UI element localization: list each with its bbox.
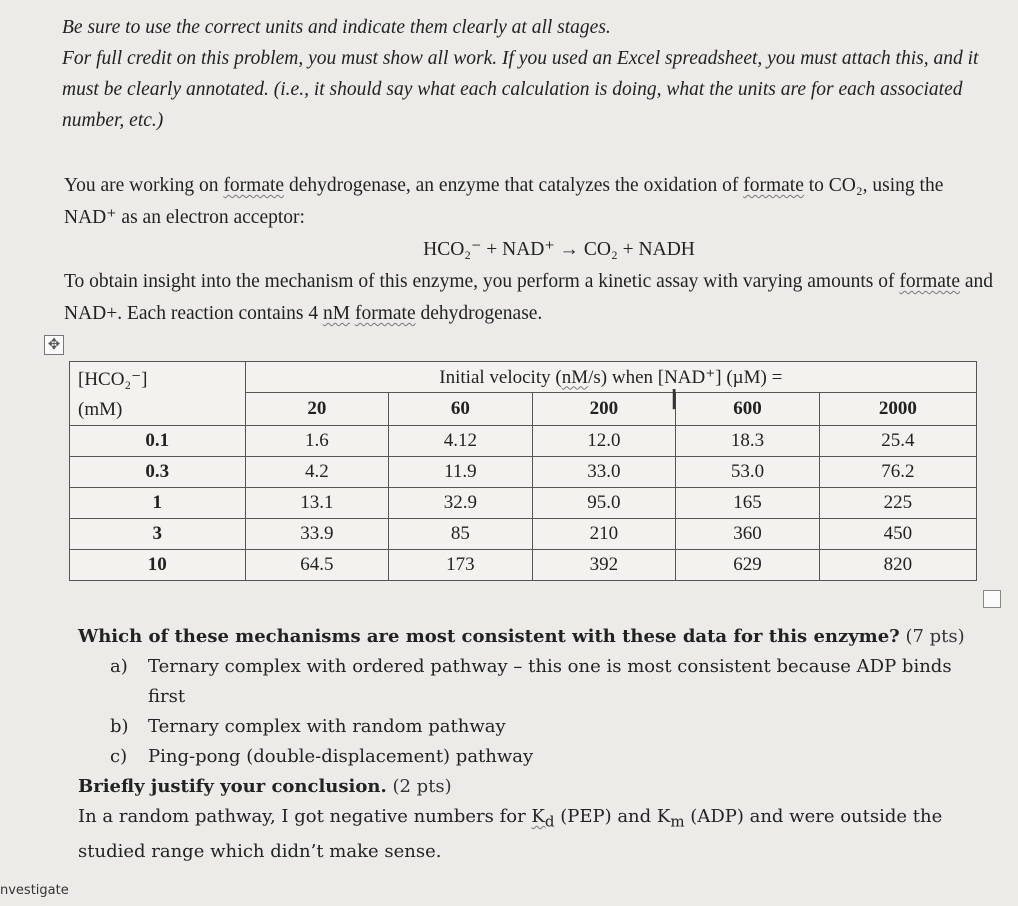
row-concentration[interactable]: 0.1 bbox=[70, 426, 246, 457]
spell-flag-nm: nM bbox=[561, 366, 589, 388]
problem-assay bbox=[64, 266, 994, 330]
intro-text-c: to CO₂, using the NAD⁺ as an electron acceptor: bbox=[64, 175, 944, 228]
instructions bbox=[62, 12, 992, 136]
nad-column-header[interactable]: 200 bbox=[532, 393, 676, 426]
option-letter: b) bbox=[110, 716, 129, 737]
question-2-text: Briefly justify your conclusion. bbox=[78, 776, 387, 797]
instructions-line-2: For full credit on this problem, you must show all work. If you used an Excel spreadsheet, you must attach this, and it must be clearly annotated. (i.e., it should say what each calculation is doing, what the units are for each associated number, etc.) bbox=[62, 48, 979, 131]
table-move-handle-icon[interactable]: ✥ bbox=[44, 335, 64, 355]
question-2-points: (2 pts) bbox=[392, 776, 452, 797]
question-2 bbox=[78, 772, 988, 802]
velocity-cell[interactable]: 12.0 bbox=[532, 426, 676, 457]
row-concentration[interactable]: 1 bbox=[70, 488, 246, 519]
velocity-cell[interactable]: 53.0 bbox=[676, 457, 820, 488]
velocity-cell[interactable]: 33.9 bbox=[245, 519, 389, 550]
velocity-cell[interactable]: 25.4 bbox=[819, 426, 976, 457]
nad-column-header[interactable]: 2000 bbox=[819, 393, 976, 426]
velocity-cell[interactable]: 64.5 bbox=[245, 550, 389, 581]
text-cursor-icon: I bbox=[670, 383, 679, 416]
table-row bbox=[70, 426, 977, 457]
row-concentration[interactable]: 0.3 bbox=[70, 457, 246, 488]
velocity-cell[interactable]: 629 bbox=[676, 550, 820, 581]
table-row bbox=[70, 519, 977, 550]
velocity-cell[interactable]: 173 bbox=[389, 550, 533, 581]
spell-flag-kd bbox=[531, 806, 555, 831]
assay-text-a: To obtain insight into the mechanism of this enzyme, you perform a kinetic assay with varying amounts of bbox=[64, 271, 900, 292]
kd-symbol: K bbox=[531, 806, 545, 827]
velocity-cell[interactable]: 95.0 bbox=[532, 488, 676, 519]
velocity-cell[interactable]: 392 bbox=[532, 550, 676, 581]
table-row bbox=[70, 457, 977, 488]
answer-a: In a random pathway, I got negative numbers for bbox=[78, 806, 532, 827]
option-text: Ping-pong (double-displacement) pathway bbox=[148, 746, 534, 767]
questions-section bbox=[78, 622, 988, 867]
instructions-line-1: Be sure to use the correct units and indicate them clearly at all stages. bbox=[62, 17, 611, 38]
kinetics-table[interactable] bbox=[69, 361, 977, 581]
spell-flag-formate: formate bbox=[223, 175, 285, 196]
kd-subscript: d bbox=[544, 812, 555, 831]
answer-c: (ADP) and were outside the studied range which didn’t make sense. bbox=[78, 806, 943, 862]
velocity-cell[interactable]: 820 bbox=[819, 550, 976, 581]
reaction-equation: HCO₂⁻ + NAD⁺ → CO₂ + NADH bbox=[423, 239, 695, 260]
velocity-cell[interactable]: 85 bbox=[389, 519, 533, 550]
nad-column-header[interactable]: 600 bbox=[676, 393, 820, 426]
option-letter: a) bbox=[110, 656, 128, 677]
spell-flag-formate: formate bbox=[899, 271, 960, 292]
answer-text[interactable] bbox=[78, 802, 988, 867]
velocity-header-a: Initial velocity ( bbox=[439, 366, 562, 388]
km-subscript: m bbox=[670, 812, 685, 831]
corner-label-cell[interactable] bbox=[70, 362, 246, 426]
velocity-cell[interactable]: 33.0 bbox=[532, 457, 676, 488]
nad-column-header[interactable]: 60 bbox=[389, 393, 533, 426]
velocity-cell[interactable]: 225 bbox=[819, 488, 976, 519]
velocity-cell[interactable]: 165 bbox=[676, 488, 820, 519]
option-text: Ternary complex with ordered pathway – this one is most consistent because ADP binds first bbox=[148, 656, 952, 707]
problem-intro bbox=[64, 170, 994, 234]
nad-column-header[interactable]: 20 bbox=[245, 393, 389, 426]
problem-statement bbox=[64, 170, 994, 330]
velocity-cell[interactable]: 360 bbox=[676, 519, 820, 550]
velocity-cell[interactable]: 4.12 bbox=[389, 426, 533, 457]
table-row bbox=[70, 488, 977, 519]
answer-b: (PEP) and K bbox=[554, 806, 671, 827]
velocity-cell[interactable]: 11.9 bbox=[389, 457, 533, 488]
velocity-cell[interactable]: 4.2 bbox=[245, 457, 389, 488]
velocity-header-b: /s) when [NAD⁺] (µM) = bbox=[588, 366, 783, 388]
velocity-cell[interactable]: 1.6 bbox=[245, 426, 389, 457]
intro-text-a: You are working on bbox=[64, 175, 224, 196]
table-resize-handle[interactable] bbox=[983, 590, 1001, 608]
concentration-label: [HCO₂⁻] bbox=[78, 369, 148, 390]
intro-text-b: dehydrogenase, an enzyme that catalyzes the oxidation of bbox=[284, 175, 744, 196]
question-1-text: Which of these mechanisms are most consistent with these data for this enzyme? bbox=[78, 626, 900, 647]
velocity-cell[interactable]: 18.3 bbox=[676, 426, 820, 457]
concentration-unit: (mM) bbox=[78, 399, 123, 420]
question-1 bbox=[78, 622, 988, 652]
question-1-points: (7 pts) bbox=[905, 626, 965, 647]
velocity-header-cell[interactable] bbox=[245, 362, 976, 393]
assay-text-b: and NAD+. Each reaction contains 4 bbox=[64, 271, 994, 324]
spell-flag-formate: formate bbox=[354, 303, 416, 324]
spell-flag-nm: nM bbox=[323, 303, 351, 324]
option-letter: c) bbox=[110, 746, 128, 767]
velocity-cell[interactable]: 76.2 bbox=[819, 457, 976, 488]
option-text: Ternary complex with random pathway bbox=[148, 716, 506, 737]
assay-text-c: dehydrogenase. bbox=[415, 303, 543, 324]
option-b[interactable] bbox=[78, 712, 988, 742]
footer-label[interactable]: nvestigate bbox=[0, 883, 69, 898]
option-c[interactable] bbox=[78, 742, 988, 772]
velocity-cell[interactable]: 450 bbox=[819, 519, 976, 550]
velocity-cell[interactable]: 210 bbox=[532, 519, 676, 550]
spell-flag-formate: formate bbox=[743, 175, 804, 196]
table-header-row bbox=[70, 362, 977, 393]
table-row bbox=[70, 550, 977, 581]
option-a[interactable] bbox=[78, 652, 988, 712]
velocity-cell[interactable]: 13.1 bbox=[245, 488, 389, 519]
velocity-cell[interactable]: 32.9 bbox=[389, 488, 533, 519]
row-concentration[interactable]: 3 bbox=[70, 519, 246, 550]
row-concentration[interactable]: 10 bbox=[70, 550, 246, 581]
